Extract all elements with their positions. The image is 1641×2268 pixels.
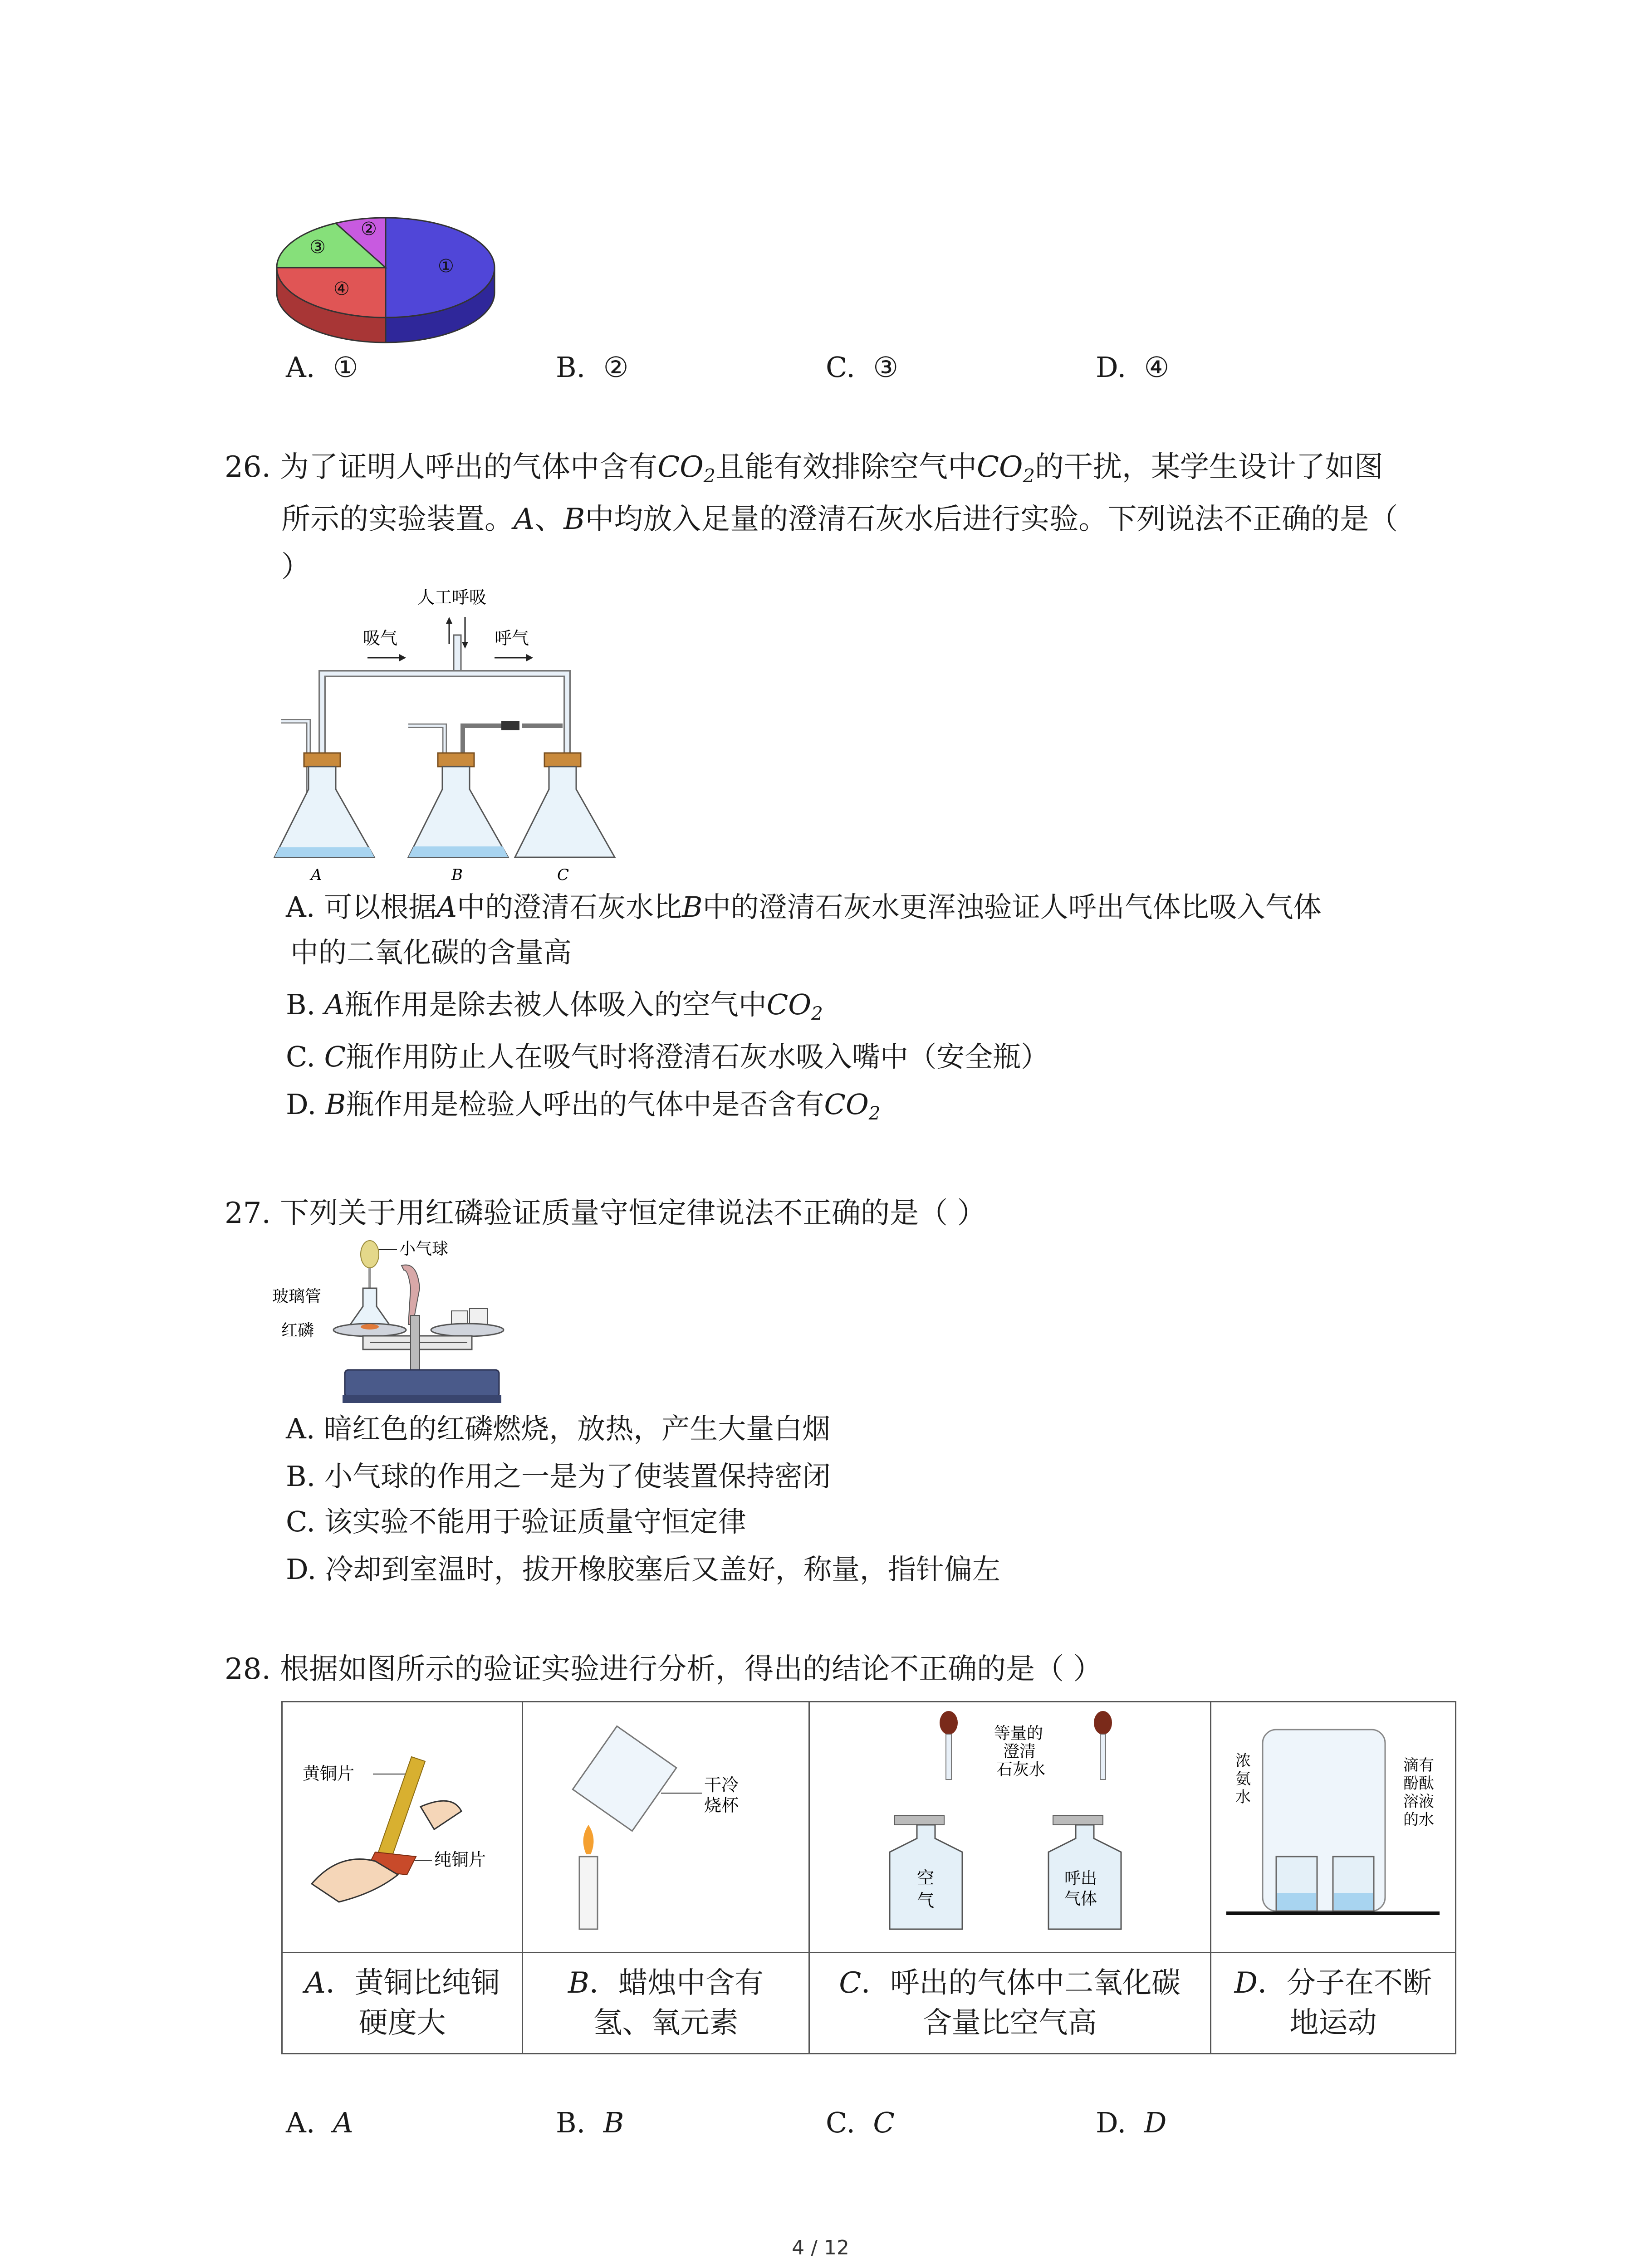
fig-exhaled-label-1: 呼出 [1064,1869,1097,1888]
q28-experiment-table [281,1701,1456,2054]
q28-cell-a-figure [282,1702,523,1953]
q28-cell-c-figure [809,1702,1210,1953]
q27-option-d: D. 冷却到室温时，拔开橡胶塞后又盖好，称量，指针偏左 [286,1553,1000,1586]
q28-cell-d-text: D．分子在不断 地运动 [1210,1953,1455,2054]
fig-beaker-label-1: 干冷 [704,1775,739,1795]
fig-air-label-1: 空 [916,1868,934,1888]
q26-stem-line1: 26. 为了证明人呼出的气体中含有$CO_2$且能有效排除空气中$CO_2$的干扰，某学生设计了如图 [225,450,1383,487]
fig-ammonia-label-1: 浓 [1235,1752,1251,1770]
pie-label-1: ① [438,256,454,277]
fig-beaker-label-2: 烧杯 [704,1795,739,1815]
q26-option-b: B. A瓶作用是除去被人体吸入的空气中$CO_2$ [286,988,823,1025]
q26-stem-line2: 所示的实验装置。A、B中均放入足量的澄清石灰水后进行实验。下列说法不正确的是（ [281,503,1398,536]
fig-limewater-label-3: 石灰水 [996,1760,1045,1779]
fig-phosphorus-label: 红磷 [281,1321,314,1340]
fig-ammonia-label-3: 水 [1235,1788,1251,1806]
q27-stem: 27. 下列关于用红磷验证质量守恒定律说法不正确的是（ ） [225,1197,986,1230]
q26-option-a-line1: A. 可以根据A中的澄清石灰水比B中的澄清石灰水更浑浊验证人呼出气体比吸入气体 [286,890,1322,924]
q27-option-a: A. 暗红色的红磷燃烧，放热，产生大量白烟 [286,1412,831,1445]
fig-phenol-label-2: 酚酞 [1403,1774,1435,1793]
pie-label-2: ② [361,219,377,240]
q25-option-c: C. ③ [826,351,898,384]
q25-option-a: A. ① [286,351,358,384]
q28-cell-b-figure [523,1702,809,1953]
fig-exhaled-label-2: 气体 [1064,1890,1097,1908]
q28-option-a: A. A [286,2106,353,2139]
q28-cell-a-text: A．黄铜比纯铜 硬度大 [282,1953,523,2054]
q28-cell-d-figure [1210,1702,1455,1953]
fig-copper-label: 纯铜片 [434,1850,486,1870]
fig-brass-label: 黄铜片 [302,1764,354,1784]
fig-air-label-2: 气 [916,1891,934,1911]
q28-option-d: D. D [1096,2106,1167,2139]
q28-stem: 28. 根据如图所示的验证实验进行分析，得出的结论不正确的是（ ） [225,1652,1102,1686]
q25-option-d: D. ④ [1096,351,1170,384]
q28-option-b: B. B [556,2106,624,2139]
q28-option-c: C. C [826,2106,895,2139]
q27-option-c: C. 该实验不能用于验证质量守恒定律 [286,1505,746,1538]
q26-stem-line3: ） [281,550,310,584]
fig-ammonia-label-2: 氨 [1235,1770,1251,1788]
bottle-label-b: B [451,866,463,884]
q26-option-a-line2: 中的二氧化碳的含量高 [290,936,572,969]
fig-limewater-label-2: 澄清 [1003,1742,1036,1761]
q27-option-b: B. 小气球的作用之一是为了使装置保持密闭 [286,1460,831,1493]
fig-balloon-label: 小气球 [399,1240,449,1258]
q25-pie-chart [268,204,504,354]
fig-exhale-label: 呼气 [495,628,529,648]
q27-balance-figure [272,1234,508,1415]
pie-label-4: ④ [333,279,350,299]
fig-phenol-label-4: 的水 [1403,1811,1435,1829]
bottle-label-c: C [557,866,569,884]
q26-option-d: D. B瓶作用是检验人呼出的气体中是否含有$CO_2$ [286,1088,881,1124]
fig-tube-label: 玻璃管 [272,1287,322,1306]
q25-option-b: B. ② [556,351,629,384]
page-number: 4 / 12 [792,2236,849,2259]
q28-cell-c-text: C．呼出的气体中二氧化碳 含量比空气高 [809,1953,1210,2054]
fig-phenol-label-1: 滴有 [1403,1756,1435,1774]
q26-option-c: C. C瓶作用防止人在吸气时将澄清石灰水吸入嘴中（安全瓶） [286,1040,1049,1073]
pie-label-3: ③ [309,237,326,258]
fig-inhale-label: 吸气 [363,628,398,648]
flask-b [408,721,519,884]
fig-top-label: 人工呼吸 [417,587,487,607]
fig-phenol-label-3: 溶液 [1403,1793,1435,1811]
fig-limewater-label-1: 等量的 [994,1724,1043,1743]
bottle-label-a: A [311,866,322,884]
q26-apparatus-figure [272,585,617,894]
q28-cell-b-text: B．蜡烛中含有 氢、氧元素 [523,1953,809,2054]
